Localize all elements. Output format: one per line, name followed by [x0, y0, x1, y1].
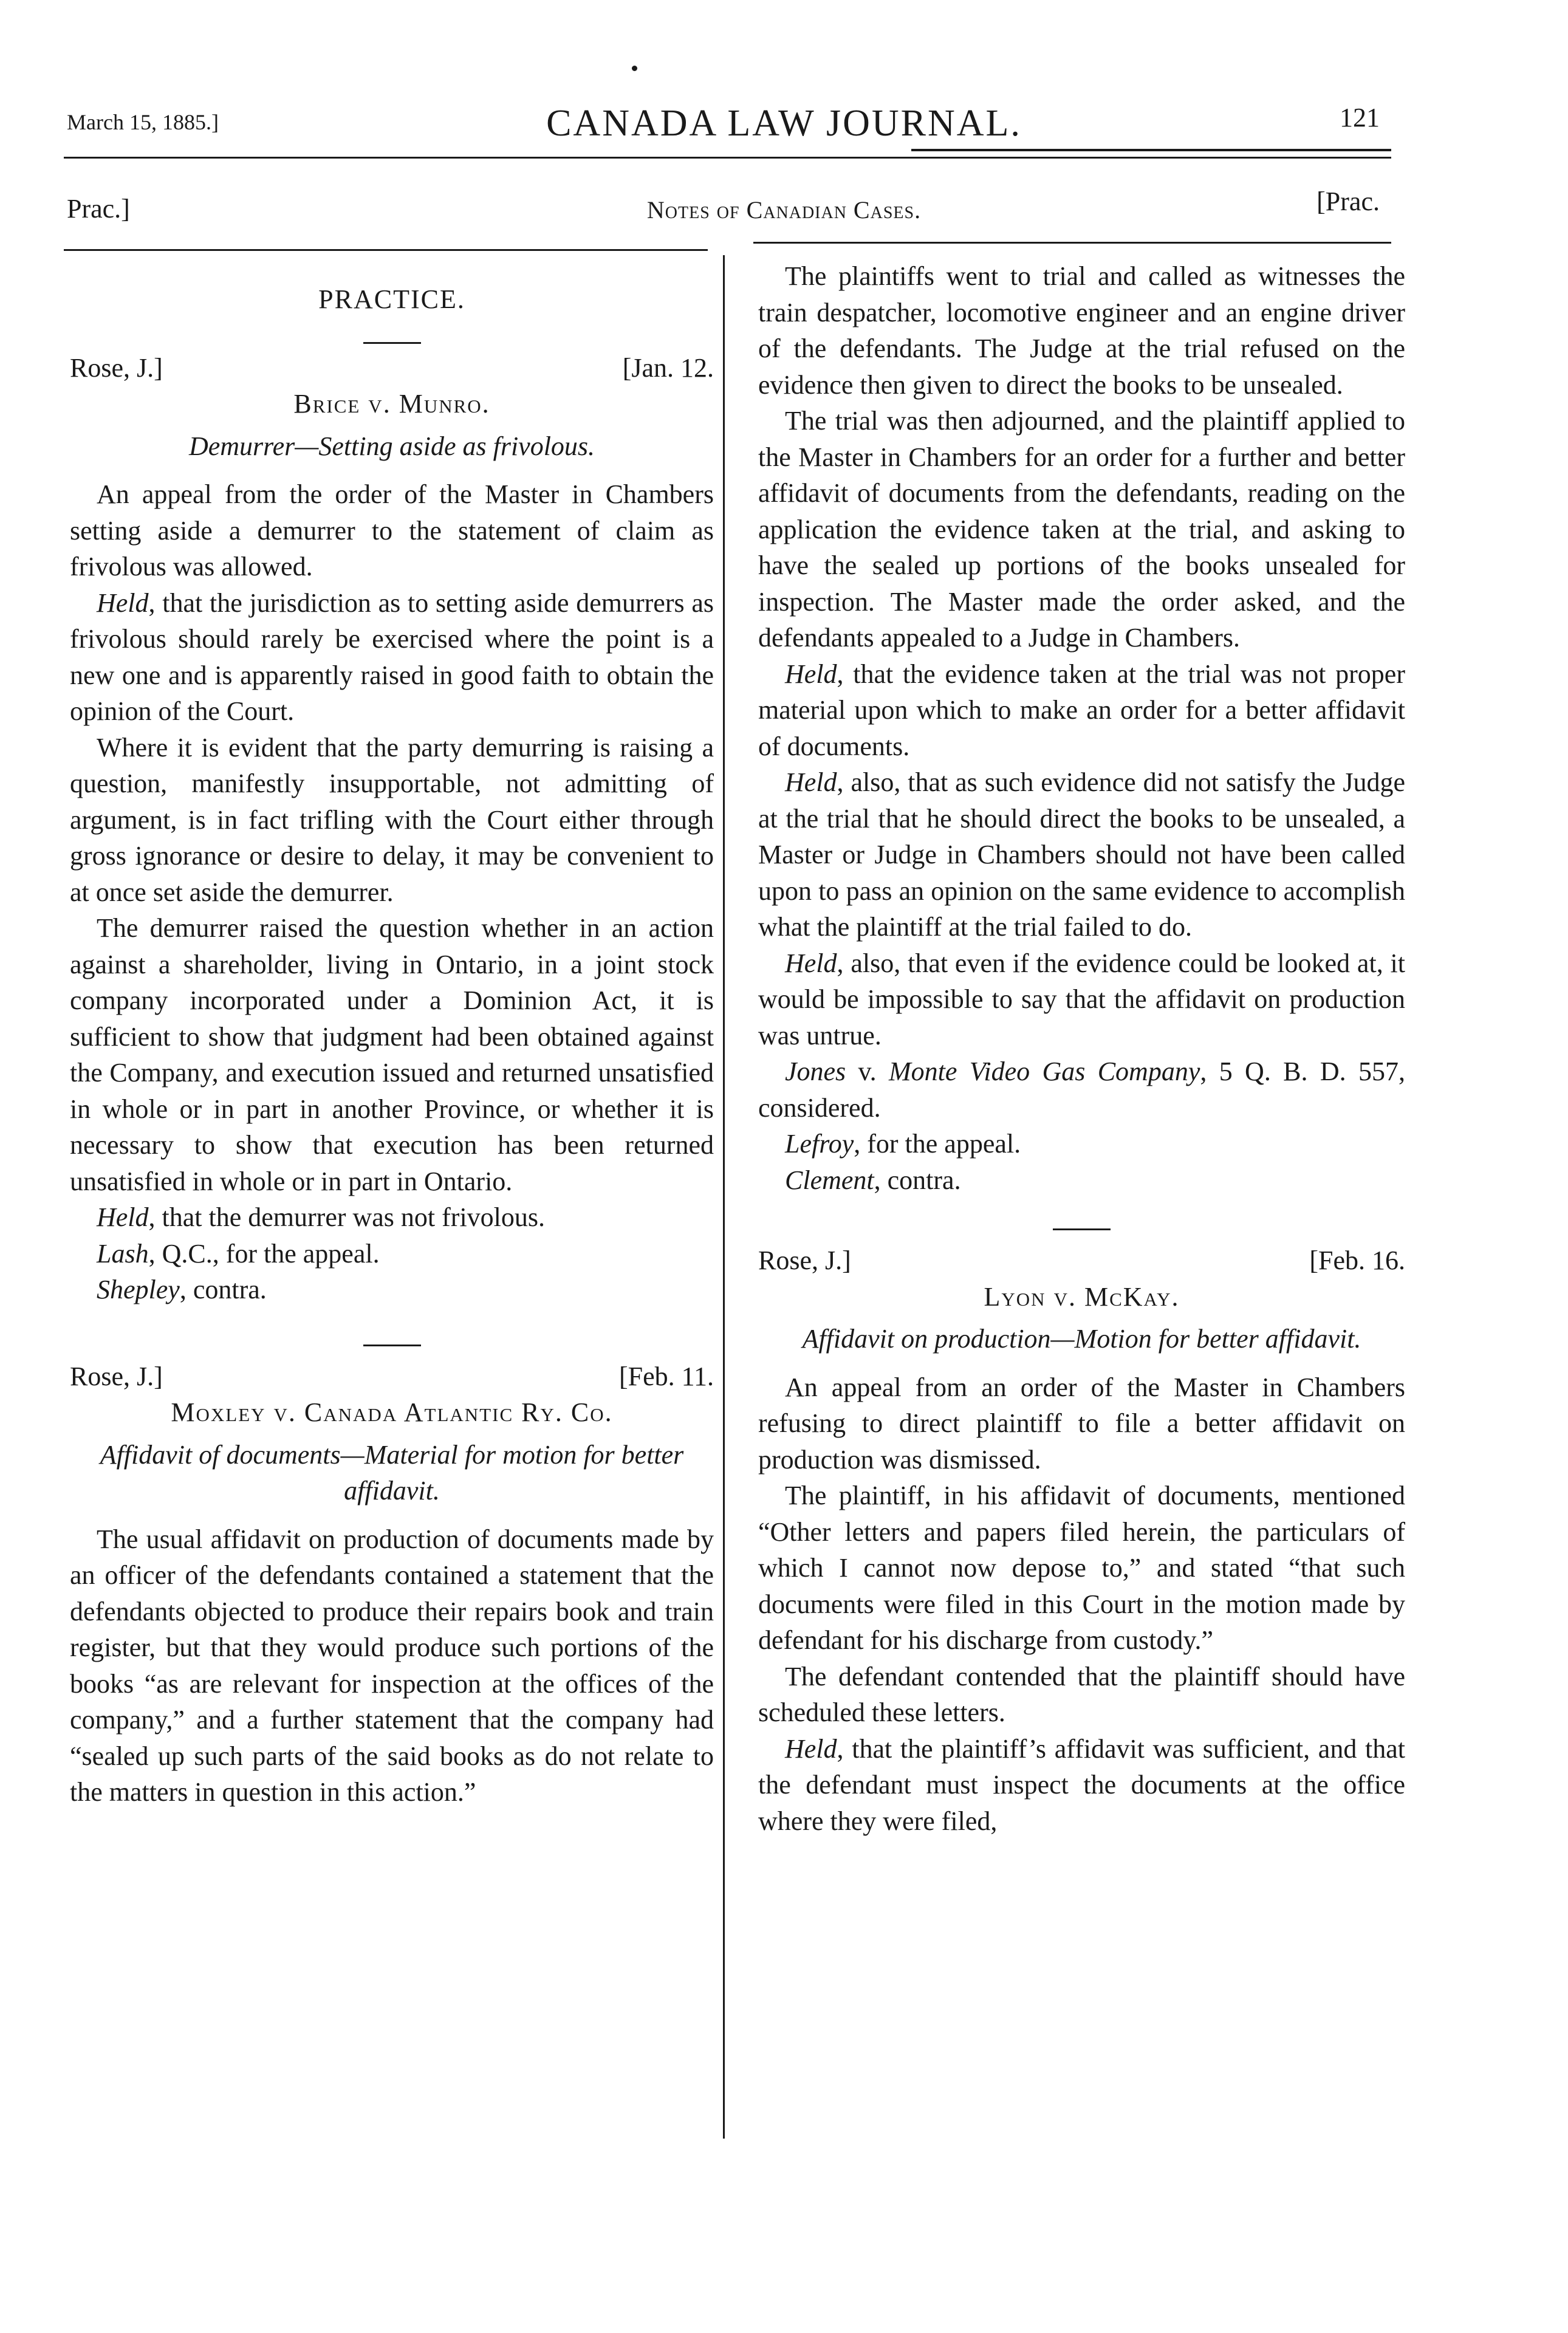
column-divider [723, 255, 725, 2139]
header-rule-top [911, 149, 1391, 151]
practice-heading: PRACTICE. [318, 284, 465, 314]
case2-cont-paragraph-4: Held, also, that as such evidence did not satisfy the Judge at the trial that he should direct the books to be unsealed, a Master or Judge in Chambers should not have been called upon to pass an opinion on the same evidence to accomplish what the plaintiff at the trial failed to do. [758, 767, 1405, 942]
case1-subheading: Demurrer—Setting aside as frivolous. [188, 431, 595, 461]
case2-cont-paragraph-5: Held, also, that even if the evidence could be looked at, it would be impossible to say that the affidavit on production was untrue. [758, 948, 1405, 1050]
section-left-label: Prac.] [67, 194, 130, 224]
case3-paragraph-3: The defendant contended that the plaintiff should have scheduled these letters. [758, 1661, 1405, 1727]
case2-judge: Rose, J.] [70, 1361, 163, 1391]
case3-court-line [758, 1242, 1405, 1279]
header-rule-full [64, 157, 1391, 159]
case2-cont-paragraph-3: Held, that the evidence taken at the trial was not proper material upon which to make an order for a better affidavit of documents. [758, 659, 1405, 761]
case1-title: Brice v. Munro. [293, 389, 490, 419]
section-title: Notes of Canadian Cases. [646, 196, 922, 224]
case3-judge: Rose, J.] [758, 1245, 851, 1275]
journal-title: CANADA LAW JOURNAL. [546, 103, 1022, 144]
case1-paragraph-5: Held, that the demurrer was not frivolous. [97, 1202, 546, 1232]
section-right-label: [Prac. [1316, 187, 1380, 216]
case3-date: [Feb. 16. [1309, 1245, 1405, 1275]
case2-court-line [70, 1358, 714, 1395]
case2-counsel-1: Lefroy, for the appeal. [785, 1129, 1021, 1159]
case3-title: Lyon v. McKay. [984, 1281, 1180, 1312]
case1-counsel-2: Shepley, contra. [97, 1275, 267, 1304]
case3-paragraph-2: The plaintiff, in his affidavit of documents, mentioned “Other letters and papers filed herein, the particulars of which I cannot now depose to,” and stated “that such documents were filed in this Court in the motion made by defendant for his discharge from custody.” [758, 1481, 1405, 1655]
case3-paragraph-1: An appeal from an order of the Master in Chambers refusing to direct plaintiff to file a better affidavit on production was dismissed. [758, 1372, 1405, 1475]
right-column [758, 258, 1405, 1839]
case3-subheading: Affidavit on production—Motion for better affidavit. [802, 1324, 1361, 1354]
case2-cont-paragraph-1: The plaintiffs went to trial and called as witnesses the train despatcher, locomotive engineer and an engine driver of the defendants. The Judge at the trial refused on the evidence then given to direct the books to be unsealed. [758, 261, 1405, 400]
case1-paragraph-1: An appeal from the order of the Master in Chambers setting aside a demurrer to the statement of claim as frivolous was allowed. [70, 479, 714, 581]
case1-paragraph-2: Held, that the jurisdiction as to setting aside demurrers as frivolous should rarely be exercised where the point is a new one and is apparently raised in good faith to obtain the opinion of the Court. [70, 588, 714, 726]
ink-dot [632, 66, 637, 71]
case1-date: [Jan. 12. [622, 352, 714, 383]
subheader-rule-right [753, 242, 1391, 244]
case1-court-line [70, 350, 714, 386]
page-number: 121 [1340, 103, 1380, 132]
case2-cont-paragraph-2: The trial was then adjourned, and the plaintiff applied to the Master in Chambers for an order for a further and better affidavit of documents from the defendants, reading on the application the evidence taken at the trial, and asking to have the sealed up portions of the books unsealed for inspection. The Master made the order asked, and the defendants appealed to a Judge in Chambers. [758, 406, 1405, 653]
case1-judge: Rose, J.] [70, 352, 163, 383]
left-column [70, 258, 714, 1811]
issue-date: March 15, 1885.] [67, 110, 219, 134]
case1-paragraph-4: The demurrer raised the question whether in an action against a shareholder, living in Ontario, in a joint stock company incorporated under a Dominion Act, it is sufficient to show that judgment had been obtained against the Company, and execution issued and returned unsatisfied in whole or in part in another Province, or whether it is necessary to show that execution has been returned unsatisfied in whole or in part in Ontario. [70, 913, 714, 1196]
section-rule [363, 342, 421, 344]
case2-citation: Jones v. Monte Video Gas Company, 5 Q. B. D. 557, considered. [758, 1057, 1405, 1123]
case1-counsel-1: Lash, Q.C., for the appeal. [97, 1238, 380, 1269]
case3-paragraph-4: Held, that the plaintiff’s affidavit was sufficient, and that the defendant must inspect the documents at the office where they were filed, [758, 1733, 1405, 1836]
case1-paragraph-3: Where it is evident that the party demurring is raising a question, manifestly insupportable, not admitting of argument, is in fact trifling with the Court either through gross ignorance or desire to delay, it may be convenient to at once set aside the demurrer. [70, 732, 714, 907]
case2-date: [Feb. 11. [618, 1361, 714, 1391]
case2-paragraph-1: The usual affidavit on production of documents made by an officer of the defendants contained a statement that the defendants objected to produce their repairs book and train register, but that they would produce such portions of the books “as are relevant for inspection at the offices of the company,” and a further statement that the company had “sealed up such parts of the said books as do not relate to the matters in question in this action.” [70, 1524, 714, 1807]
case2-subheading: Affidavit of documents—Material for motion for better affidavit. [100, 1439, 684, 1506]
case2-counsel-2: Clement, contra. [785, 1165, 961, 1195]
subheader-rule-left [64, 249, 708, 251]
case2-title: Moxley v. Canada Atlantic Ry. Co. [171, 1397, 613, 1427]
